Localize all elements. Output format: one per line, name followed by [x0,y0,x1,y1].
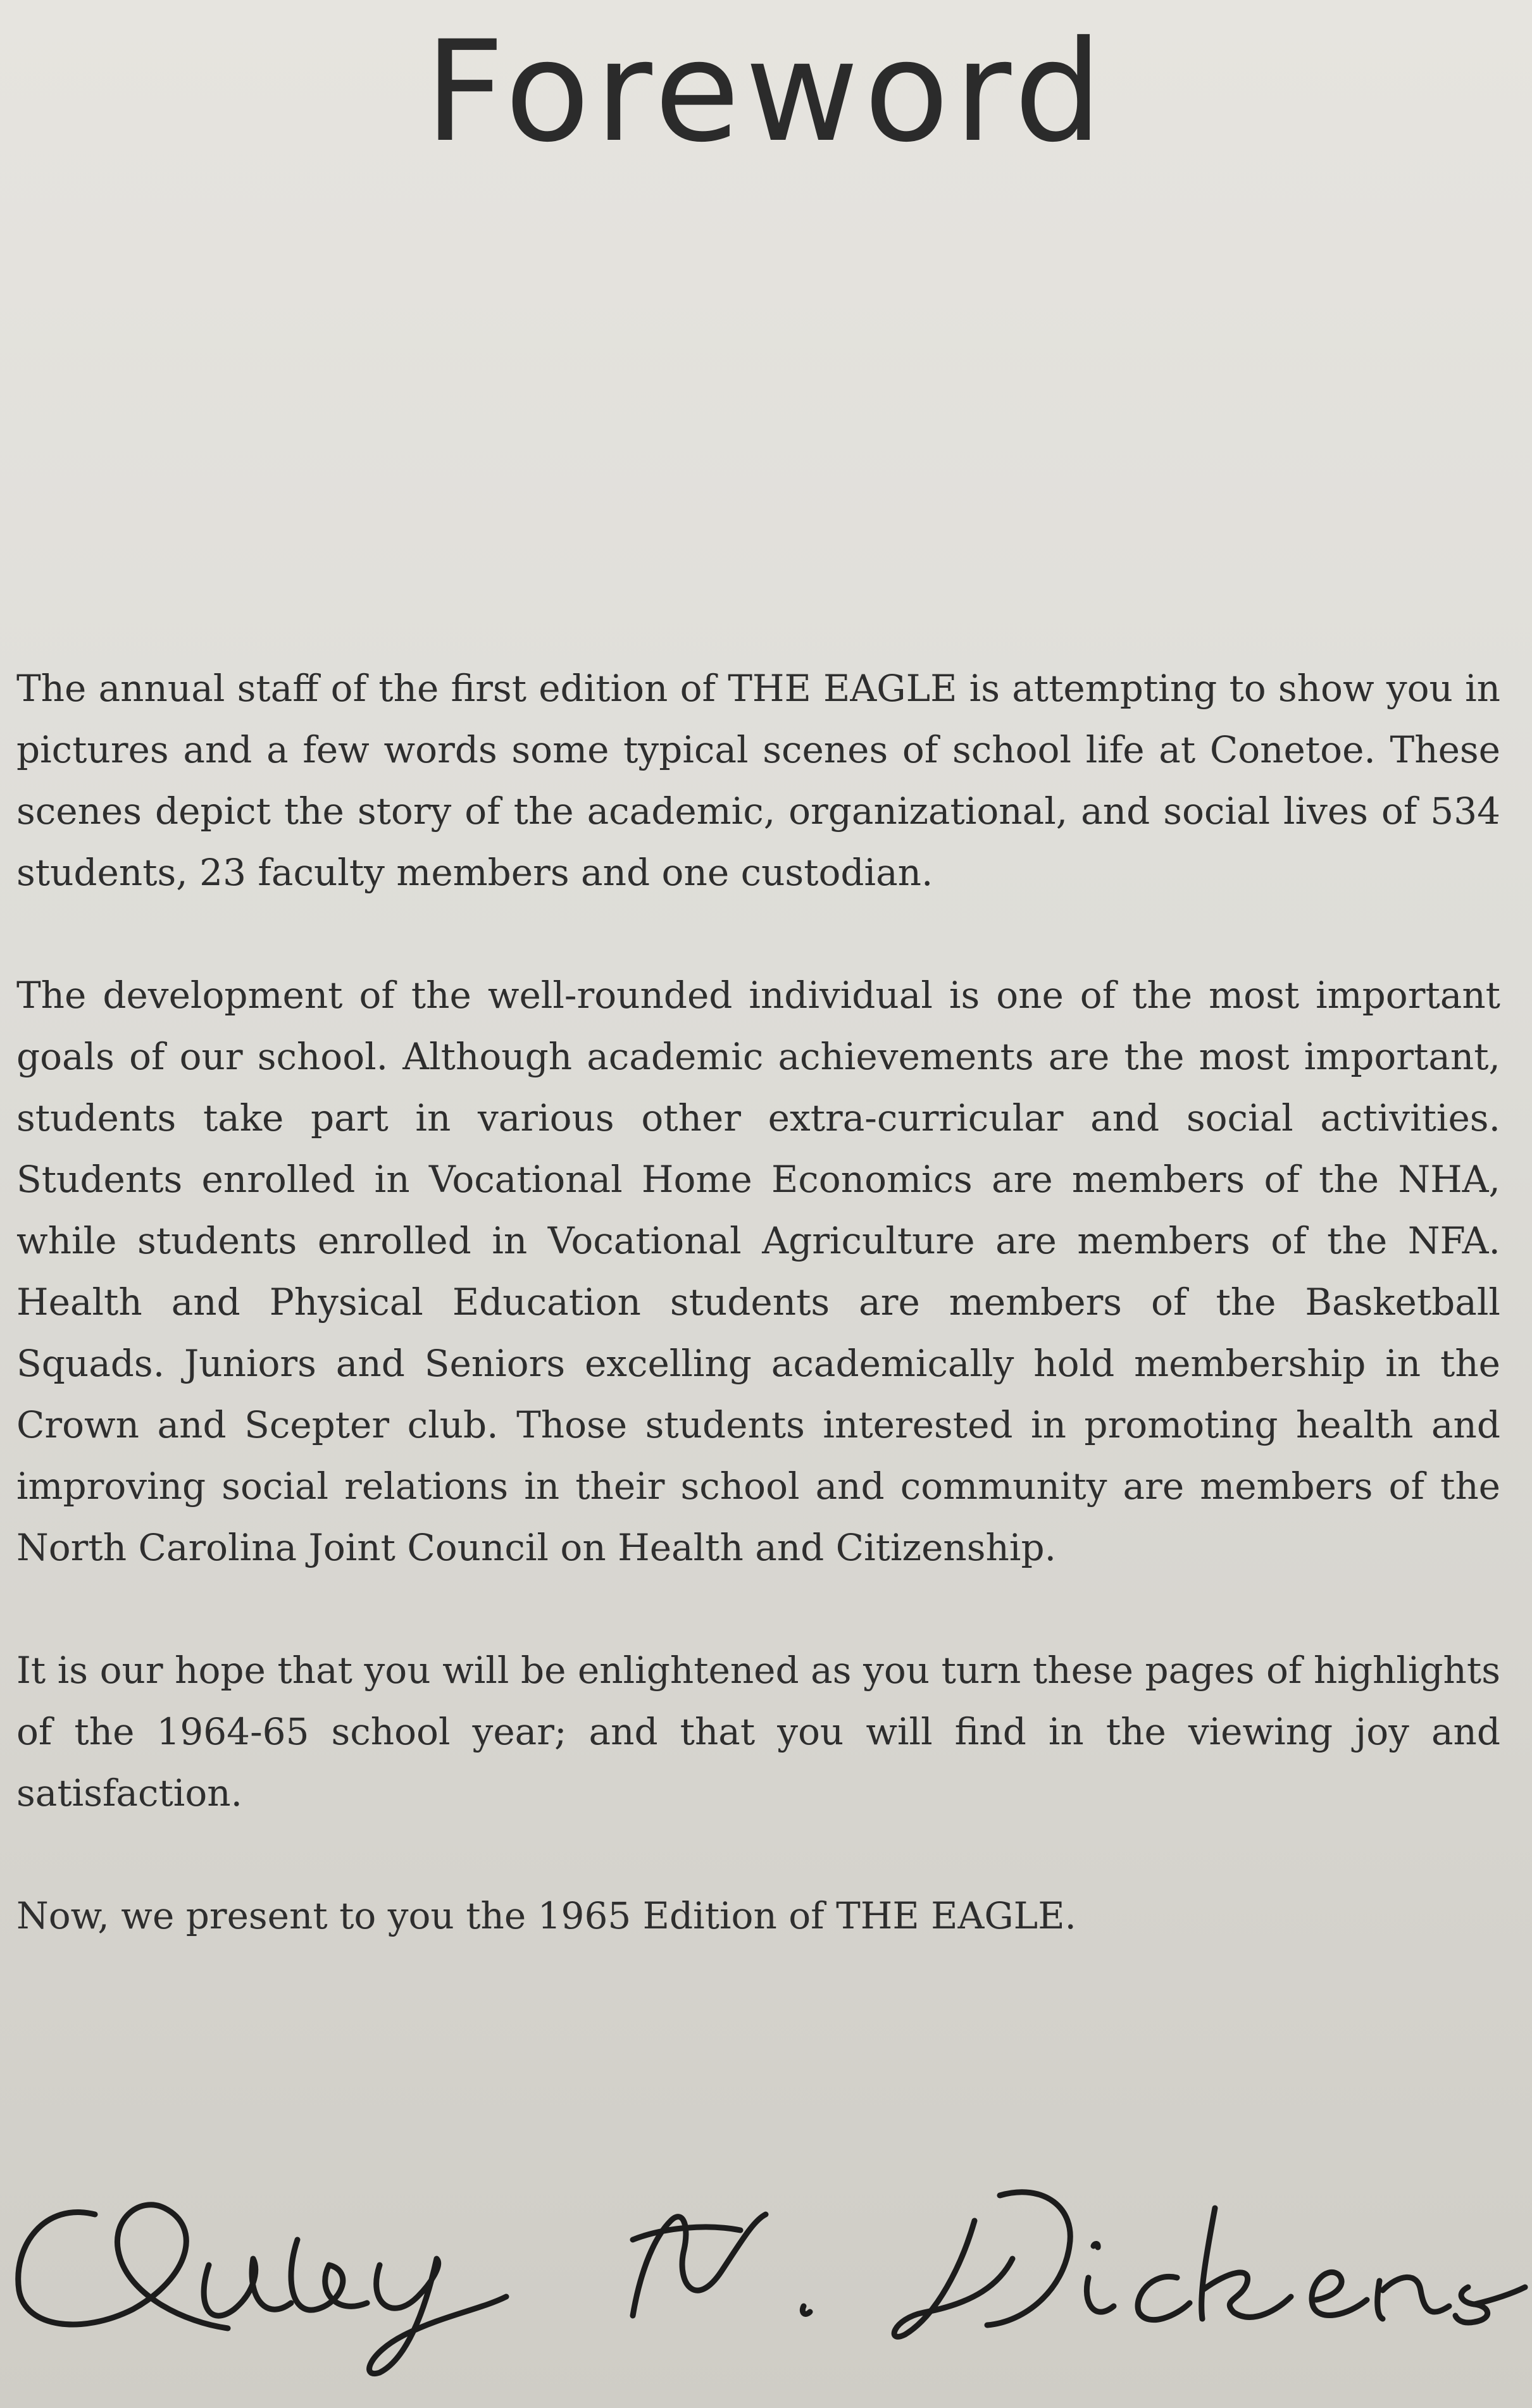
paragraph-presentation: Now, we present to you the 1965 Edition of THE EAGLE. [16,1894,1076,1937]
paragraph-development: The development of the well-rounded individual is one of the most important goals of our school. Although academic achievements are the most important, students take part in various other extra-curricular and social activities. Students enrolled in Vocational Home Economics are members of the NHA, while students enrolled in Vocational Agriculture are members of the NFA. Health and Physical Education students are members of the Basketball Squads. Juniors and Seniors excelling academically hold membership in the Crown and Scepter club. Those students interested in promoting health and improving social relations in their school and community are members of the North Carolina Joint Council on Health and Citizenship. [16,974,1500,1569]
paragraph-intro: The annual staff of the first edition of THE EAGLE is attempting to show you in pictures and a few words some typical scenes of school life at Conetoe. These scenes depict the story of the academic, organizational, and social lives of 534 students, 23 faculty members and one custodian. [16,667,1500,894]
foreword-body [16,658,1500,1947]
paragraph-hope: It is our hope that you will be enlightened as you turn these pages of highlights of the 1964-65 school year; and that you will find in the viewing joy and satisfaction. [16,1649,1500,1815]
page-title: Foreword [424,11,1108,173]
signature-ruby-n-dickens [0,2170,1532,2379]
